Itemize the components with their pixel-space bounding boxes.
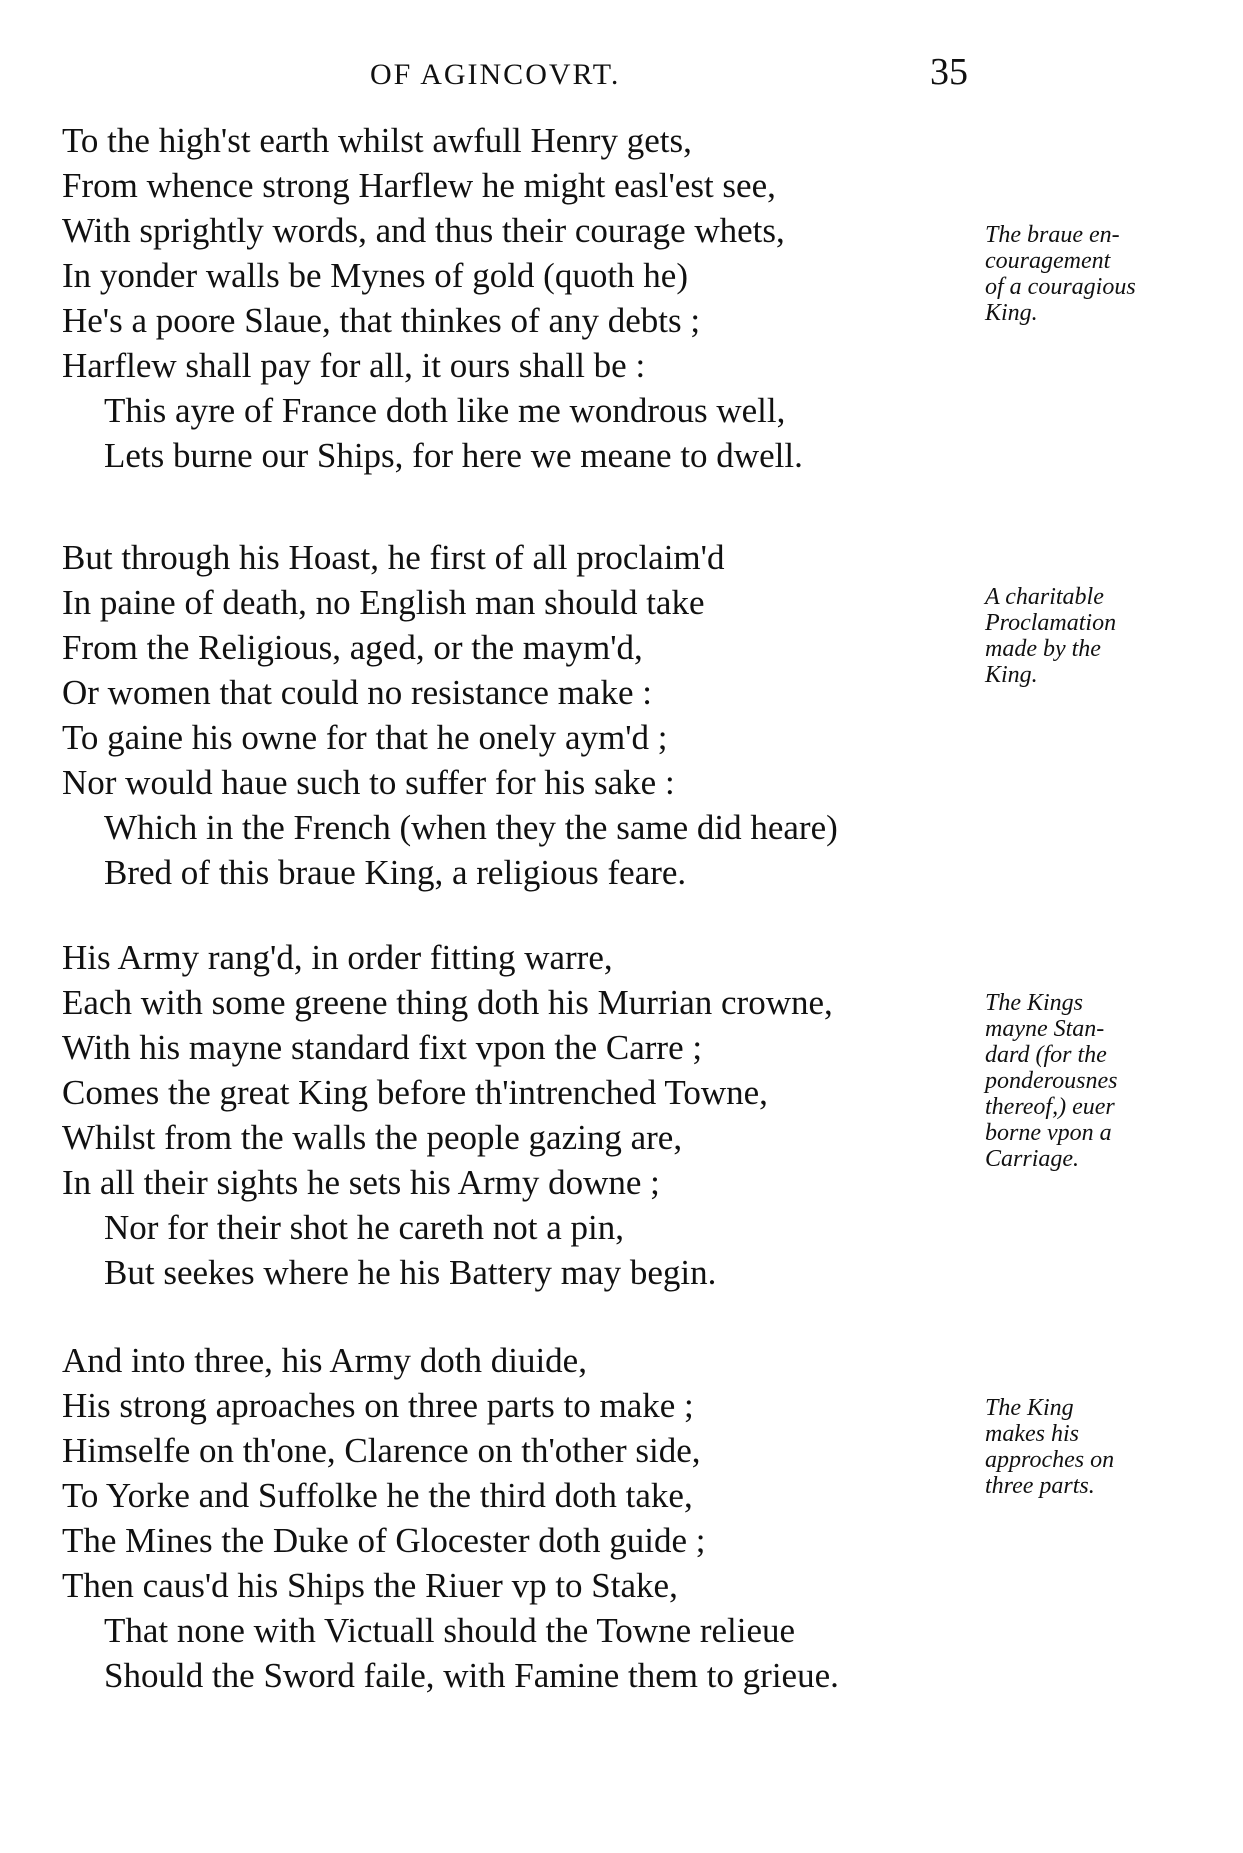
verse-line: Or women that could no resistance make :: [62, 673, 652, 712]
marginal-note-1: [985, 222, 1225, 326]
note-line: approches on: [985, 1447, 1115, 1473]
note-line: The King: [985, 1395, 1074, 1421]
verse-line: From whence strong Harflew he might easl'est see,: [62, 166, 776, 205]
verse-line: Himselfe on th'one, Clarence on th'other side,: [62, 1431, 701, 1470]
stanza-3: [62, 935, 982, 1295]
verse-line: Bred of this braue King, a religious feare.: [104, 853, 687, 892]
note-line: King.: [985, 662, 1038, 688]
note-line: made by the: [985, 636, 1101, 662]
verse-line: Nor would haue such to suffer for his sake :: [62, 763, 675, 802]
note-line: three parts.: [985, 1473, 1095, 1499]
note-line: makes his: [985, 1421, 1079, 1447]
note-line: thereof,) euer: [985, 1094, 1115, 1120]
note-line: Proclamation: [985, 610, 1117, 636]
verse-line: That none with Victuall should the Towne relieue: [104, 1611, 796, 1650]
note-line: ponderousnes: [985, 1068, 1118, 1094]
verse-line: From the Religious, aged, or the maym'd,: [62, 628, 643, 667]
stanza-2: [62, 535, 982, 895]
verse-line: Each with some greene thing doth his Murrian crowne,: [62, 983, 833, 1022]
marginal-note-2: [985, 584, 1225, 688]
verse-line: Should the Sword faile, with Famine them to grieue.: [104, 1656, 839, 1695]
note-line: borne vpon a: [985, 1120, 1112, 1146]
note-line: dard (for the: [985, 1042, 1107, 1068]
verse-line: Then caus'd his Ships the Riuer vp to Stake,: [62, 1566, 678, 1605]
note-line: Carriage.: [985, 1146, 1080, 1172]
verse-line: To the high'st earth whilst awfull Henry gets,: [62, 121, 692, 160]
running-title: OF AGINCOVRT.: [370, 58, 621, 91]
marginal-note-3: [985, 990, 1225, 1172]
note-line: of a couragious: [985, 274, 1136, 300]
verse-line: The Mines the Duke of Glocester doth guide ;: [62, 1521, 706, 1560]
stanza-1: [62, 118, 982, 478]
verse-line: He's a poore Slaue, that thinkes of any debts ;: [62, 301, 701, 340]
verse-line: In paine of death, no English man should take: [62, 583, 705, 622]
verse-line: Comes the great King before th'intrenched Towne,: [62, 1073, 768, 1112]
note-line: The Kings: [985, 990, 1084, 1016]
verse-line: But through his Hoast, he first of all proclaim'd: [62, 538, 725, 577]
verse-line: His strong aproaches on three parts to make ;: [62, 1386, 694, 1425]
marginal-note-4: [985, 1395, 1225, 1499]
verse-line: Harflew shall pay for all, it ours shall be :: [62, 346, 646, 385]
verse-line: Whilst from the walls the people gazing are,: [62, 1118, 683, 1157]
verse-line: Nor for their shot he careth not a pin,: [104, 1208, 624, 1247]
verse-line: In yonder walls be Mynes of gold (quoth he): [62, 256, 688, 295]
note-line: A charitable: [985, 584, 1104, 610]
verse-line: To gaine his owne for that he onely aym'd ;: [62, 718, 668, 757]
verse-line: In all their sights he sets his Army downe ;: [62, 1163, 660, 1202]
stanza-4: [62, 1338, 982, 1698]
page-number: 35: [930, 51, 968, 93]
verse-line: With his mayne standard fixt vpon the Carre ;: [62, 1028, 703, 1067]
verse-line: His Army rang'd, in order fitting warre,: [62, 938, 613, 977]
note-line: The braue en-: [985, 222, 1120, 248]
verse-line: Lets burne our Ships, for here we meane to dwell.: [104, 436, 803, 475]
verse-line: To Yorke and Suffolke he the third doth take,: [62, 1476, 693, 1515]
verse-line: This ayre of France doth like me wondrous well,: [104, 391, 786, 430]
note-line: King.: [985, 300, 1038, 326]
verse-line: And into three, his Army doth diuide,: [62, 1341, 587, 1380]
verse-line: With sprightly words, and thus their courage whets,: [62, 211, 785, 250]
note-line: couragement: [985, 248, 1111, 274]
verse-line: Which in the French (when they the same did heare): [104, 808, 838, 847]
verse-line: But seekes where he his Battery may begin.: [104, 1253, 717, 1292]
note-line: mayne Stan-: [985, 1016, 1105, 1042]
